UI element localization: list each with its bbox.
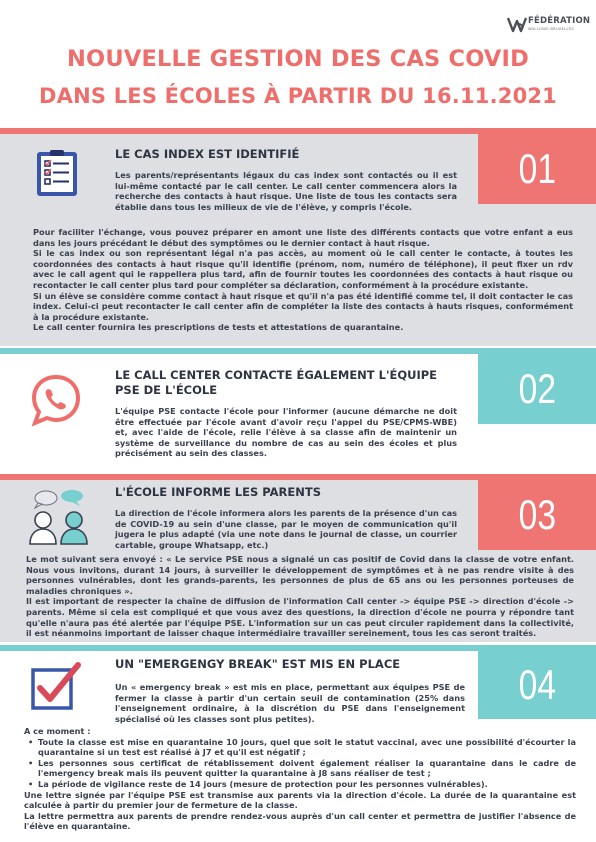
- section-3-intro: La direction de l'école informera alors les parents de la présence d'un cas de COVID-19 au sein d'une classe, par le moyen de communication qu'il jugera le plus adapté (via une note dans le journal de classe, un courrier cartable, groupe Whatsapp, etc.): [115, 508, 457, 550]
- paragraph: Si un élève se considère comme contact à haut risque et qu'il n'a pas été identifié comme tel, il doit contacter le cas index. Celui-ci peut recontacter le call center afin de compléter la liste des contacts à hauts risques, conformément à la procédure existante.: [33, 290, 573, 322]
- paragraph: Si le cas index ou son représentant légal n'a pas accès, au moment où le call center le contacte, à toutes les coordonnées des contacts à haut risque qu'il identifie (prénom, nom, numéro de téléphone), il peut fixer un rdv avec le call agent qui le rappellera plus tard, afin de fournir toutes les coordonnées des contacts à haut risque ou recontacter le call center plus tard pour compléter sa déclaration, conformément à la procédure existante.: [33, 248, 573, 290]
- section-1-title: LE CAS INDEX EST IDENTIFIÉ: [115, 147, 300, 161]
- paragraph: Une lettre signée par l'équipe PSE est transmise aux parents via la direction d'école. La durée de la quarantaine est calculée à partir du premier jour de fermeture de la classe.: [24, 789, 576, 811]
- logo-mark-icon: [506, 14, 528, 41]
- list-item: • Toute la classe est mise en quarantaine 10 jours, quel que soit le statut vaccinal, avec une possibilité d'écourter la quarantaine si un test est réalisé à J7 et qu'il est négatif ;: [38, 737, 576, 758]
- paragraph: Il est important de respecter la chaîne de diffusion de l'information Call center -> équipe PSE -> direction d'école -> parents. Même si cela est compliqué et que vous avez des questions, la direction d'école ne pourra y répondre tant qu'elle n'aura pas été alertée par l'équipe PSE. L'information sur un cas peut circuler rapidement dans la collectivité, il est néanmoins important de laisser chaque intermédiaire travailler sereinement, tous les cas seront traités.: [26, 596, 574, 639]
- section-2-number: 02: [478, 354, 596, 424]
- paragraph: Le call center fournira les prescriptions de tests et attestations de quarantaine.: [33, 322, 404, 333]
- paragraph: Pour faciliter l'échange, vous pouvez préparer en amont une liste des différents contacts que votre enfant a eus dans les jours précédant le début des symptômes ou le dernier contact à haut risque.: [33, 227, 573, 248]
- list-item: • La période de vigilance reste de 14 jours (mesure de protection pour les personnes vulnérables).: [38, 779, 576, 790]
- logo-subname: WALLONIE-BRUXELLES: [528, 27, 574, 31]
- checkbox-checked-icon: [30, 662, 82, 714]
- lead-text: A ce moment :: [24, 726, 91, 736]
- section-2-title: LE CALL CENTER CONTACTE ÉGALEMENT L'ÉQUIPE PSE DE L'ÉCOLE: [115, 368, 438, 397]
- section-3-number: 03: [478, 480, 596, 550]
- page-title-line2: DANS LES ÉCOLES À PARTIR DU 16.11.2021: [39, 84, 557, 108]
- section-3-body: [26, 554, 574, 639]
- section-1-body: [33, 227, 573, 333]
- list-item: • Les personnes sous certificat de rétablissement doivent également réaliser la quarantaine dans le cadre de l'emergency break mais ils peuvent quitter la quarantaine à J8 sans réaliser de test ;: [38, 758, 576, 779]
- section-1-intro: Les parents/représentants légaux du cas index sont contactés ou il est lui-même contacté par le call center. Le call center commencera alors la recherche des contacts à haut risque. Une liste de tous les contacts sera établie dans tous les milieux de vie de l'élève, y compris l'école.: [115, 170, 457, 212]
- federation-logo: [506, 14, 591, 38]
- section-1-number: 01: [478, 134, 596, 204]
- clipboard-checklist-icon: [33, 149, 81, 201]
- section-4-intro: Un « emergency break » est mis en place, permettant aux équipes PSE de fermer la classe à partir d'un certain seuil de contamination (25% dans l'enseignement ordinaire, à la discrétion du PSE dans l'enseignement spécialisé où les classes sont plus petites).: [115, 682, 465, 724]
- page-title-line1: NOUVELLE GESTION DES CAS COVID: [67, 46, 529, 72]
- section-4-title: UN "EMERGENGY BREAK" EST MIS EN PLACE: [115, 657, 401, 671]
- paragraph: Le mot suivant sera envoyé : « Le service PSE nous a signalé un cas positif de Covid dans la classe de votre enfant. Nous vous invitons, durant 14 jours, à surveiller le développement de symptômes et à ne pas rendre visite à des personnes vulnérables, dont les grands-parents, les personnes de plus de 65 ans ou les personnes porteuses de maladies chroniques ».: [26, 554, 574, 596]
- people-talking-icon: [28, 490, 90, 550]
- section-2-intro: L'équipe PSE contacte l'école pour l'informer (aucune démarche ne doit être effectuée par l'école avant d'avoir reçu l'appel du PSE/CPMS-WBE) et, avec l'aide de l'école, relie l'élève à sa classe afin de maintenir un système de surveillance du nombre de cas au sein des écoles et plus précisément au sein des classes.: [115, 406, 457, 459]
- phone-chat-icon: [29, 373, 83, 431]
- section-4-number: 04: [478, 651, 596, 719]
- section-4-body: [24, 726, 576, 832]
- logo-name: FÉDÉRATION: [528, 16, 591, 26]
- paragraph: La lettre permettra aux parents de prendre rendez-vous auprès d'un call center et permettra de justifier l'absence de l'élève en quarantaine.: [24, 810, 576, 832]
- section-3-title: L'ÉCOLE INFORME LES PARENTS: [115, 485, 322, 499]
- bullet-list: [24, 737, 576, 790]
